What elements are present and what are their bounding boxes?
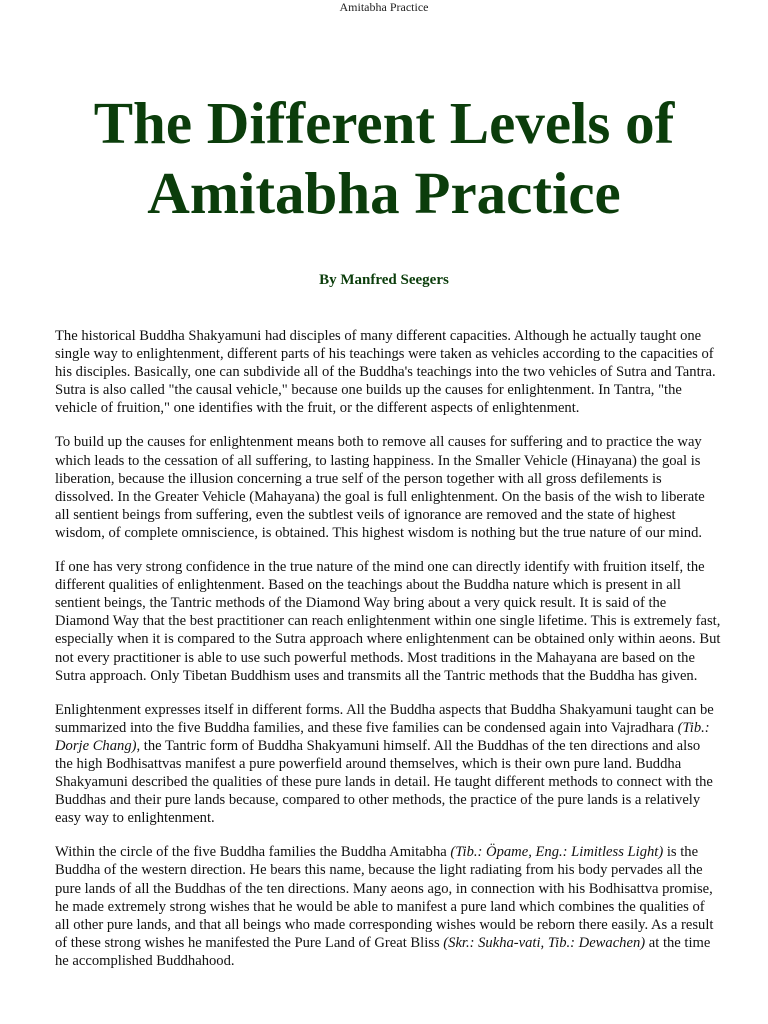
paragraph-5-text-c: at the time he accomplished Buddhahood. [55,934,711,969]
title-line-2: Amitabha Practice [147,160,621,226]
paragraph-5-sanskrit-term: (Skr.: Sukha-vati, Tib.: Dewachen) [443,934,646,951]
page-title [0,88,768,228]
paragraph-5-text-a: Within the circle of the five Buddha families the Buddha Amitabha [55,844,451,861]
paragraph-2: To build up the causes for enlightenment means both to remove all causes for suffering and to practice the way which leads to the cessation of all suffering, to lasting happiness. In the Smaller Vehicle (Hinayana) the goal is liberation, because the illusion concerning a true self of the person together with all gross defilements is dissolved. In the Greater Vehicle (Mahayana) the goal is full enlightenment. On the basis of the wish to liberate all sentient beings from suffering, even the subtlest veils of ignorance are removed and the state of highest wisdom, of complete omniscience, is obtained. This highest wisdom is nothing but the true nature of our mind. [55,434,705,541]
paragraph-5-text-b: is the Buddha of the western direction. He bears this name, because the light radiating from his body pervades all the pure lands of all the Buddhas of the ten directions. Many aeons ago, in connection with his Bodhisattva promise, he made extremely strong wishes that he would be able to manifest a pure land which combines the qualities of all other pure lands, and that all beings who made corresponding wishes would be reborn there easily. As a result of these strong wishes he manifested the Pure Land of Great Bliss [55,844,714,951]
paragraph-5 [55,843,721,970]
paragraph-4 [55,701,721,828]
title-line-1: The Different Levels of [93,90,675,156]
running-header: Amitabha Practice [339,0,429,14]
paragraph-1: The historical Buddha Shakyamuni had disciples of many different capacities. Although he actually taught one single way to enlightenment, different parts of his teachings were taken as vehicles according to the capacities of his disciples. Basically, one can subdivide all of the Buddha's teachings into the two vehicles of Sutra and Tantra. Sutra is also called "the causal vehicle," because one builds up the causes for enlightenment. In Tantra, "the vehicle of fruition," one identifies with the fruit, or the different aspects of enlightenment. [55,328,716,417]
paragraph-4-text-a: Enlightenment expresses itself in different forms. All the Buddha aspects that Buddha Shakyamuni taught can be summarized into the five Buddha families, and these five families can be condensed again into Vajradhara [55,701,714,736]
paragraph-4-text-b: , the Tantric form of Buddha Shakyamuni himself. All the Buddhas of the ten directions and also the high Bodhisattvas manifest a pure powerfield around themselves, which is their own pure land. Buddha Shakyamuni described the qualities of these pure lands in detail. He taught different methods to connect with the Buddhas and their pure lands because, compared to other methods, the practice of the pure lands is a relatively easy way to enlightenment. [55,737,713,827]
paragraph-3: If one has very strong confidence in the true nature of the mind one can directly identify with fruition itself, the different qualities of enlightenment. Based on the teachings about the Buddha nature which is present in all sentient beings, the Tantric methods of the Diamond Way bring about a very quick result. It is said of the Diamond Way that the best practitioner can reach enlightenment within one single lifetime. This is extremely fast, especially when it is compared to the Sutra approach where enlightenment can be obtained only within aeons. But not every practitioner is able to use such powerful methods. Most traditions in the Mahayana are based on the Sutra approach. Only Tibetan Buddhism uses and transmits all the Tantric methods that the Buddha has given. [55,559,721,684]
paragraph-5-tibetan-term: (Tib.: Öpame, Eng.: Limitless Light) [450,844,664,861]
author-byline: By Manfred Seegers [319,272,449,288]
article-body [55,327,721,986]
paragraph-4-tibetan-term: (Tib.: Dorje Chang) [55,719,710,754]
